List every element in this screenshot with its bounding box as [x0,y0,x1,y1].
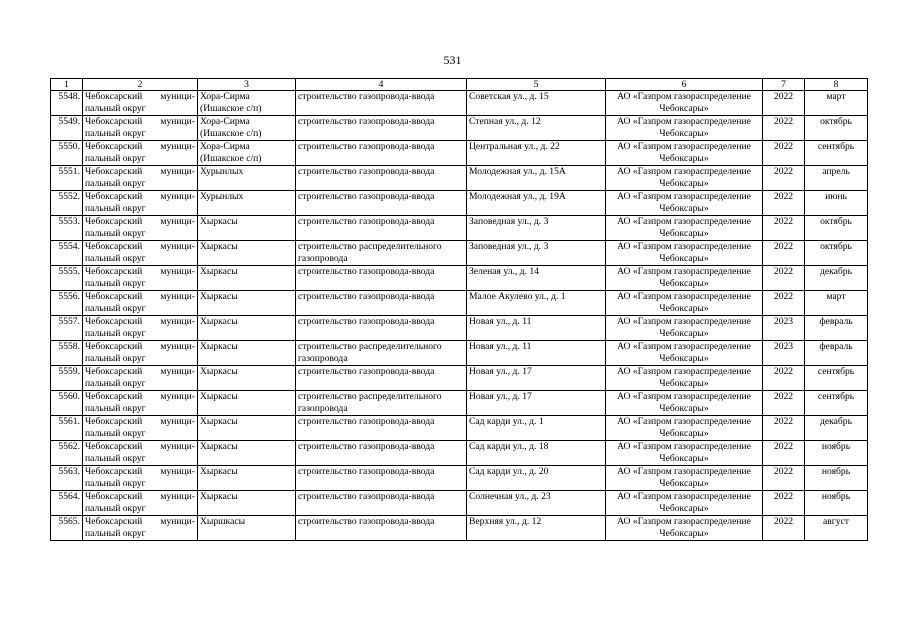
organization-cell: АО «Газпром газораспределение Чебоксары» [606,366,763,391]
address-cell: Новая ул., д. 11 [467,316,606,341]
district-cell: Чебоксарский муници-пальный округ [83,341,198,366]
year-cell: 2022 [763,416,805,441]
table-row [51,316,868,341]
address-cell: Сад карди ул., д. 1 [467,416,606,441]
work-type-cell: строительство газопровода-ввода [296,441,467,466]
month-cell: апрель [805,166,868,191]
address-cell: Сад карди ул., д. 20 [467,466,606,491]
column-header: 1 [51,79,83,91]
page-number: 531 [443,53,462,67]
organization-cell: АО «Газпром газораспределение Чебоксары» [606,416,763,441]
district-cell: Чебоксарский муници-пальный округ [83,166,198,191]
month-cell: сентябрь [805,141,868,166]
district-cell: Чебоксарский муници-пальный округ [83,241,198,266]
row-number: 5549. [51,116,83,141]
column-header: 4 [296,79,467,91]
district-cell: Чебоксарский муници-пальный округ [83,316,198,341]
address-cell: Советская ул., д. 15 [467,91,606,116]
table-row [51,241,868,266]
year-cell: 2022 [763,291,805,316]
month-cell: март [805,291,868,316]
district-cell: Чебоксарский муници-пальный округ [83,291,198,316]
settlement-cell: Хыркасы [198,366,296,391]
organization-cell: АО «Газпром газораспределение Чебоксары» [606,266,763,291]
work-type-cell: строительство газопровода-ввода [296,266,467,291]
settlement-cell: Хора-Сирма (Ишакское с/п) [198,91,296,116]
district-cell: Чебоксарский муници-пальный округ [83,466,198,491]
month-cell: ноябрь [805,466,868,491]
row-number: 5548. [51,91,83,116]
table-row [51,266,868,291]
settlement-cell: Хыркасы [198,291,296,316]
month-cell: июнь [805,191,868,216]
table-row [51,191,868,216]
settlement-cell: Хыркасы [198,441,296,466]
address-cell: Заповедная ул., д. 3 [467,216,606,241]
organization-cell: АО «Газпром газораспределение Чебоксары» [606,191,763,216]
table-row [51,291,868,316]
year-cell: 2022 [763,441,805,466]
address-cell: Новая ул., д. 17 [467,391,606,416]
settlement-cell: Хора-Сирма (Ишакское с/п) [198,116,296,141]
year-cell: 2022 [763,266,805,291]
organization-cell: АО «Газпром газораспределение Чебоксары» [606,216,763,241]
month-cell: февраль [805,316,868,341]
work-type-cell: строительство газопровода-ввода [296,516,467,541]
month-cell: сентябрь [805,366,868,391]
settlement-cell: Хора-Сирма (Ишакское с/п) [198,141,296,166]
organization-cell: АО «Газпром газораспределение Чебоксары» [606,341,763,366]
year-cell: 2022 [763,216,805,241]
row-number: 5551. [51,166,83,191]
year-cell: 2022 [763,241,805,266]
district-cell: Чебоксарский муници-пальный округ [83,266,198,291]
row-number: 5563. [51,466,83,491]
organization-cell: АО «Газпром газораспределение Чебоксары» [606,116,763,141]
year-cell: 2022 [763,516,805,541]
work-type-cell: строительство газопровода-ввода [296,141,467,166]
month-cell: октябрь [805,216,868,241]
address-cell: Солнечная ул., д. 23 [467,491,606,516]
row-number: 5562. [51,441,83,466]
work-type-cell: строительство газопровода-ввода [296,291,467,316]
district-cell: Чебоксарский муници-пальный округ [83,366,198,391]
month-cell: сентябрь [805,391,868,416]
work-type-cell: строительство газопровода-ввода [296,491,467,516]
settlement-cell: Хурынлых [198,191,296,216]
address-cell: Малое Акулево ул., д. 1 [467,291,606,316]
address-cell: Центральная ул., д. 22 [467,141,606,166]
district-cell: Чебоксарский муници-пальный округ [83,491,198,516]
row-number: 5559. [51,366,83,391]
month-cell: август [805,516,868,541]
row-number: 5553. [51,216,83,241]
month-cell: ноябрь [805,491,868,516]
table-row [51,416,868,441]
year-cell: 2022 [763,141,805,166]
work-type-cell: строительство газопровода-ввода [296,366,467,391]
year-cell: 2023 [763,316,805,341]
work-type-cell: строительство газопровода-ввода [296,91,467,116]
column-header: 3 [198,79,296,91]
year-cell: 2022 [763,116,805,141]
organization-cell: АО «Газпром газораспределение Чебоксары» [606,241,763,266]
address-cell: Молодежная ул., д. 15А [467,166,606,191]
settlement-cell: Хыркасы [198,491,296,516]
row-number: 5556. [51,291,83,316]
month-cell: декабрь [805,266,868,291]
settlement-cell: Хурынлых [198,166,296,191]
row-number: 5558. [51,341,83,366]
year-cell: 2022 [763,91,805,116]
settlement-cell: Хыркасы [198,216,296,241]
district-cell: Чебоксарский муници-пальный округ [83,116,198,141]
district-cell: Чебоксарский муници-пальный округ [83,391,198,416]
district-cell: Чебоксарский муници-пальный округ [83,516,198,541]
row-number: 5564. [51,491,83,516]
row-number: 5565. [51,516,83,541]
column-header: 5 [467,79,606,91]
settlement-cell: Хыркасы [198,241,296,266]
table-row [51,91,868,116]
table-row [51,366,868,391]
work-type-cell: строительство распределительного газопровода [296,391,467,416]
settlement-cell: Хыркасы [198,341,296,366]
organization-cell: АО «Газпром газораспределение Чебоксары» [606,391,763,416]
work-type-cell: строительство газопровода-ввода [296,116,467,141]
address-cell: Новая ул., д. 11 [467,341,606,366]
table-row [51,466,868,491]
organization-cell: АО «Газпром газораспределение Чебоксары» [606,491,763,516]
settlement-cell: Хыркасы [198,391,296,416]
table-row [51,441,868,466]
district-cell: Чебоксарский муници-пальный округ [83,216,198,241]
table-row [51,491,868,516]
row-number: 5560. [51,391,83,416]
month-cell: октябрь [805,116,868,141]
row-number: 5552. [51,191,83,216]
month-cell: декабрь [805,416,868,441]
address-cell: Зеленая ул., д. 14 [467,266,606,291]
year-cell: 2022 [763,466,805,491]
organization-cell: АО «Газпром газораспределение Чебоксары» [606,466,763,491]
year-cell: 2022 [763,166,805,191]
organization-cell: АО «Газпром газораспределение Чебоксары» [606,516,763,541]
settlement-cell: Хыркасы [198,416,296,441]
table-row [51,516,868,541]
work-type-cell: строительство распределительного газопровода [296,241,467,266]
column-header: 6 [606,79,763,91]
settlement-cell: Хыркасы [198,466,296,491]
table-row [51,141,868,166]
work-type-cell: строительство газопровода-ввода [296,191,467,216]
settlement-cell: Хыркасы [198,266,296,291]
settlement-cell: Хыршкасы [198,516,296,541]
table-row [51,391,868,416]
address-cell: Молодежная ул., д. 19А [467,191,606,216]
column-header: 7 [763,79,805,91]
year-cell: 2023 [763,341,805,366]
district-cell: Чебоксарский муници-пальный округ [83,91,198,116]
row-number: 5557. [51,316,83,341]
table-body [51,91,868,541]
work-type-cell: строительство распределительного газопровода [296,341,467,366]
work-type-cell: строительство газопровода-ввода [296,216,467,241]
organization-cell: АО «Газпром газораспределение Чебоксары» [606,441,763,466]
district-cell: Чебоксарский муници-пальный округ [83,416,198,441]
table-header-row [51,79,868,91]
work-type-cell: строительство газопровода-ввода [296,416,467,441]
row-number: 5555. [51,266,83,291]
table-row [51,116,868,141]
address-cell: Заповедная ул., д. 3 [467,241,606,266]
address-cell: Степная ул., д. 12 [467,116,606,141]
table-row [51,166,868,191]
district-cell: Чебоксарский муници-пальный округ [83,441,198,466]
row-number: 5554. [51,241,83,266]
table-row [51,341,868,366]
month-cell: октябрь [805,241,868,266]
row-number: 5550. [51,141,83,166]
district-cell: Чебоксарский муници-пальный округ [83,191,198,216]
organization-cell: АО «Газпром газораспределение Чебоксары» [606,141,763,166]
organization-cell: АО «Газпром газораспределение Чебоксары» [606,316,763,341]
gas-pipeline-table [50,78,868,541]
organization-cell: АО «Газпром газораспределение Чебоксары» [606,166,763,191]
address-cell: Сад карди ул., д. 18 [467,441,606,466]
year-cell: 2022 [763,366,805,391]
column-header: 8 [805,79,868,91]
settlement-cell: Хыркасы [198,316,296,341]
organization-cell: АО «Газпром газораспределение Чебоксары» [606,91,763,116]
month-cell: март [805,91,868,116]
year-cell: 2022 [763,391,805,416]
organization-cell: АО «Газпром газораспределение Чебоксары» [606,291,763,316]
district-cell: Чебоксарский муници-пальный округ [83,141,198,166]
column-header: 2 [83,79,198,91]
work-type-cell: строительство газопровода-ввода [296,166,467,191]
year-cell: 2022 [763,491,805,516]
table-row [51,216,868,241]
row-number: 5561. [51,416,83,441]
month-cell: февраль [805,341,868,366]
address-cell: Верхняя ул., д. 12 [467,516,606,541]
month-cell: ноябрь [805,441,868,466]
work-type-cell: строительство газопровода-ввода [296,466,467,491]
work-type-cell: строительство газопровода-ввода [296,316,467,341]
year-cell: 2022 [763,191,805,216]
address-cell: Новая ул., д. 17 [467,366,606,391]
